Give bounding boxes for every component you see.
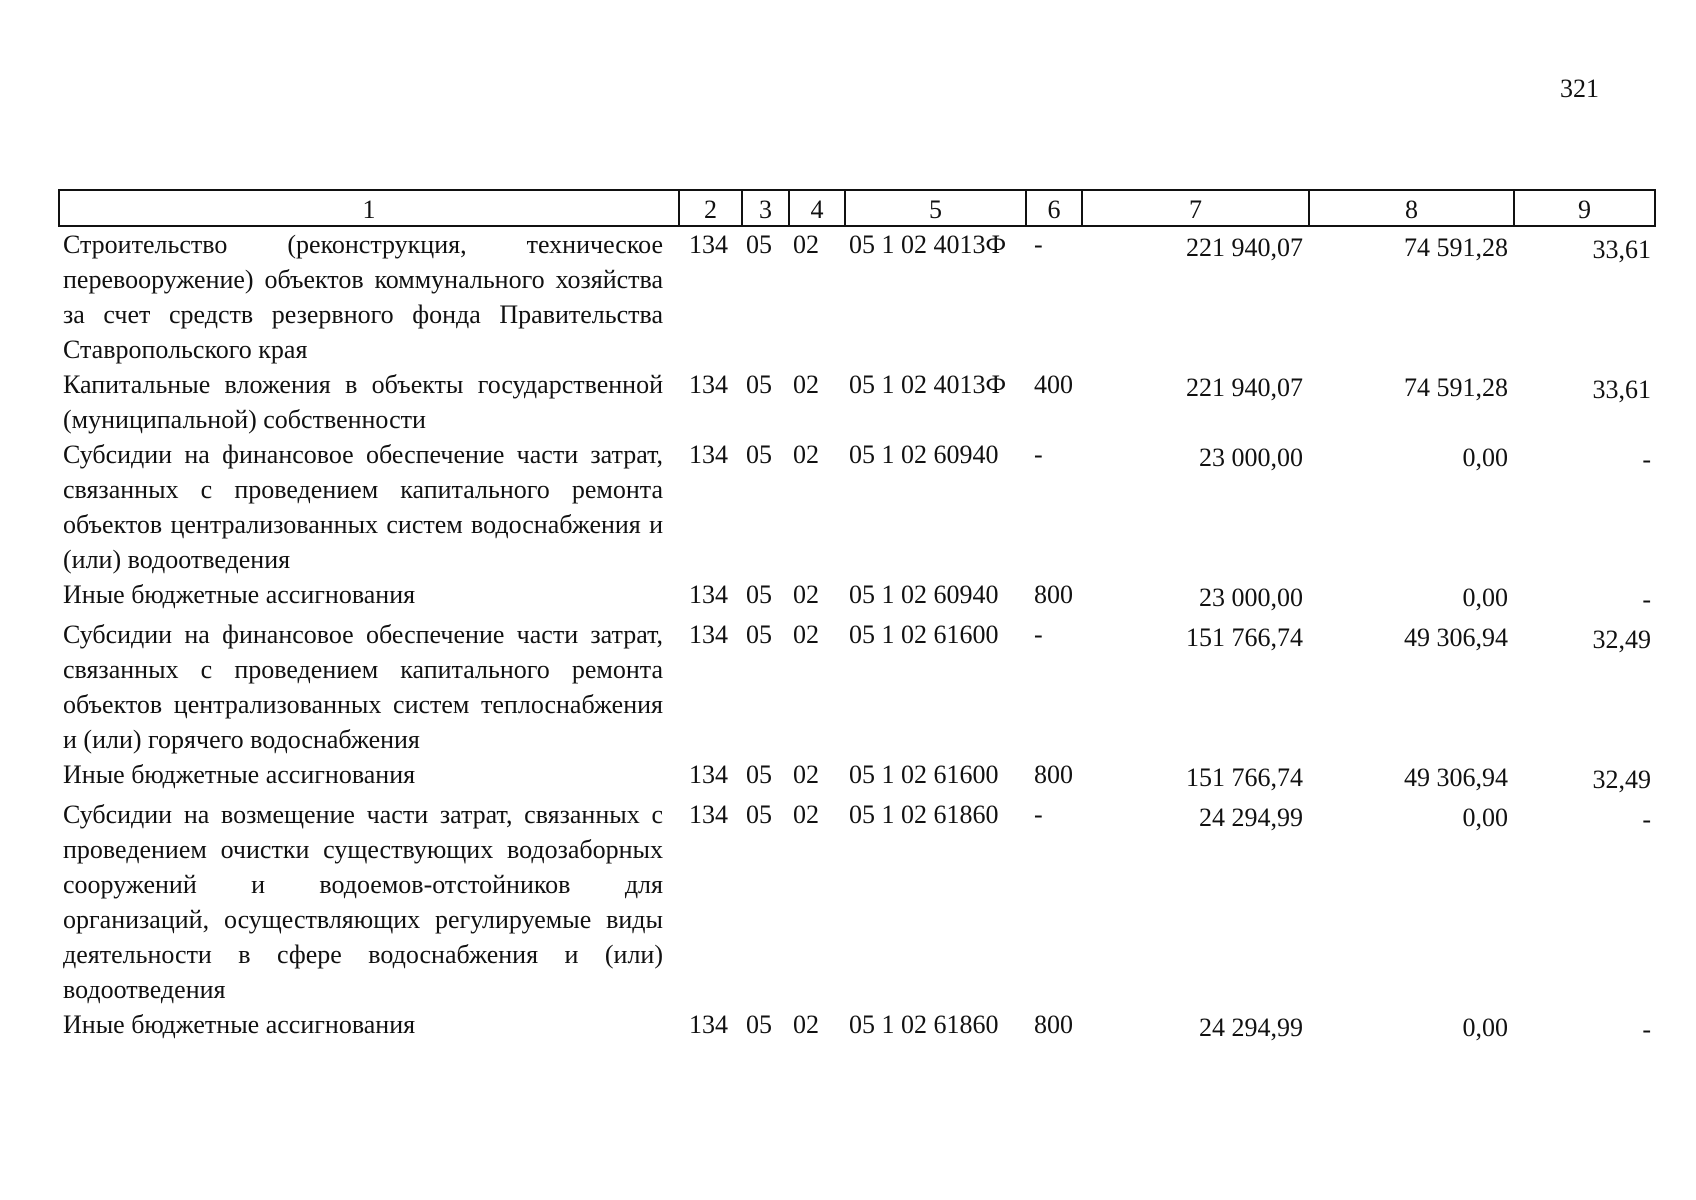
- row-value-8: 74 591,28: [1404, 373, 1508, 402]
- row-code-3: 05: [746, 230, 772, 259]
- row-value-9: 32,49: [1592, 765, 1651, 794]
- table-row: [59, 367, 1655, 437]
- header-row: [59, 190, 1655, 226]
- row-code-3: 05: [746, 1010, 772, 1039]
- row-code-5: 05 1 02 61600: [849, 760, 999, 789]
- row-value-8: 0,00: [1462, 803, 1508, 832]
- row-code-5: 05 1 02 60940: [849, 440, 999, 469]
- row-code-6: -: [1034, 620, 1043, 649]
- row-value-8: 0,00: [1462, 1013, 1508, 1042]
- row-code-4: 02: [793, 440, 819, 469]
- row-code-2: 134: [689, 800, 728, 829]
- table-header: [59, 190, 1655, 226]
- row-description: Иные бюджетные ассигнования: [63, 760, 416, 789]
- table-row: [59, 226, 1655, 367]
- row-description: Строительство (реконструкция, техническое перевооружение) объектов коммунального хозяйства за счет средств резервного фонда Правительства Ставропольского края: [63, 230, 663, 364]
- row-value-8: 49 306,94: [1404, 763, 1508, 792]
- header-col-4: 4: [789, 190, 845, 226]
- row-value-7: 23 000,00: [1199, 583, 1303, 612]
- row-value-8: 0,00: [1462, 443, 1508, 472]
- row-code-6: 800: [1034, 760, 1073, 789]
- row-description: Субсидии на финансовое обеспечение части затрат, связанных с проведением капитального ремонта объектов централизованных систем теплоснабжения и (или) горячего водоснабжения: [63, 620, 663, 754]
- row-value-9: 33,61: [1592, 235, 1651, 264]
- row-value-7: 24 294,99: [1199, 1013, 1303, 1042]
- row-value-9: -: [1642, 1015, 1651, 1044]
- row-code-2: 134: [689, 230, 728, 259]
- row-code-2: 134: [689, 760, 728, 789]
- row-value-9: -: [1642, 585, 1651, 614]
- row-code-5: 05 1 02 4013Ф: [849, 370, 1007, 399]
- row-code-6: -: [1034, 440, 1043, 469]
- row-code-3: 05: [746, 370, 772, 399]
- row-value-8: 74 591,28: [1404, 233, 1508, 262]
- header-col-5: 5: [845, 190, 1026, 226]
- row-code-5: 05 1 02 61860: [849, 800, 999, 829]
- table-row: [59, 437, 1655, 577]
- row-value-9: -: [1642, 445, 1651, 474]
- row-description: Субсидии на возмещение части затрат, связанных с проведением очистки существующих водозаборных сооружений и водоемов-отстойников для организаций, осуществляющих регулируемые виды деятельности в сфере водоснабжения и (или) водоотведения: [63, 800, 663, 1004]
- row-value-7: 221 940,07: [1186, 373, 1303, 402]
- table-row: [59, 617, 1655, 757]
- row-description: Иные бюджетные ассигнования: [63, 580, 416, 609]
- table-row: [59, 577, 1655, 617]
- header-col-7: 7: [1082, 190, 1309, 226]
- budget-table: [58, 189, 1656, 1047]
- row-code-5: 05 1 02 60940: [849, 580, 999, 609]
- row-code-2: 134: [689, 370, 728, 399]
- table-body: [59, 226, 1655, 1047]
- row-code-4: 02: [793, 230, 819, 259]
- header-col-2: 2: [679, 190, 742, 226]
- row-value-7: 151 766,74: [1186, 763, 1303, 792]
- row-value-7: 221 940,07: [1186, 233, 1303, 262]
- header-col-3: 3: [742, 190, 789, 226]
- row-code-5: 05 1 02 61600: [849, 620, 999, 649]
- row-code-2: 134: [689, 580, 728, 609]
- table-row: [59, 797, 1655, 1007]
- row-code-3: 05: [746, 760, 772, 789]
- row-code-6: -: [1034, 230, 1043, 259]
- row-description: Капитальные вложения в объекты государственной (муниципальной) собственности: [63, 370, 663, 434]
- row-code-6: 400: [1034, 370, 1073, 399]
- row-code-4: 02: [793, 580, 819, 609]
- row-code-6: 800: [1034, 1010, 1073, 1039]
- row-value-8: 49 306,94: [1404, 623, 1508, 652]
- row-value-7: 24 294,99: [1199, 803, 1303, 832]
- row-code-3: 05: [746, 620, 772, 649]
- row-value-9: 32,49: [1592, 625, 1651, 654]
- table-row: [59, 1007, 1655, 1047]
- row-description: Субсидии на финансовое обеспечение части затрат, связанных с проведением капитального ремонта объектов централизованных систем водоснабжения и (или) водоотведения: [63, 440, 663, 574]
- row-code-3: 05: [746, 580, 772, 609]
- row-code-2: 134: [689, 1010, 728, 1039]
- row-code-6: 800: [1034, 580, 1073, 609]
- row-value-7: 151 766,74: [1186, 623, 1303, 652]
- header-col-1: 1: [59, 190, 679, 226]
- row-description: Иные бюджетные ассигнования: [63, 1010, 416, 1039]
- row-code-2: 134: [689, 440, 728, 469]
- page-number: 321: [1560, 74, 1599, 103]
- table-row: [59, 757, 1655, 797]
- row-code-4: 02: [793, 800, 819, 829]
- row-code-2: 134: [689, 620, 728, 649]
- row-value-7: 23 000,00: [1199, 443, 1303, 472]
- row-code-6: -: [1034, 800, 1043, 829]
- header-col-9: 9: [1514, 190, 1655, 226]
- header-col-6: 6: [1026, 190, 1082, 226]
- row-code-4: 02: [793, 1010, 819, 1039]
- row-value-8: 0,00: [1462, 583, 1508, 612]
- row-code-3: 05: [746, 800, 772, 829]
- row-code-5: 05 1 02 61860: [849, 1010, 999, 1039]
- row-code-3: 05: [746, 440, 772, 469]
- row-value-9: 33,61: [1592, 375, 1651, 404]
- row-value-9: -: [1642, 805, 1651, 834]
- row-code-4: 02: [793, 760, 819, 789]
- header-col-8: 8: [1309, 190, 1514, 226]
- row-code-4: 02: [793, 370, 819, 399]
- row-code-4: 02: [793, 620, 819, 649]
- row-code-5: 05 1 02 4013Ф: [849, 230, 1007, 259]
